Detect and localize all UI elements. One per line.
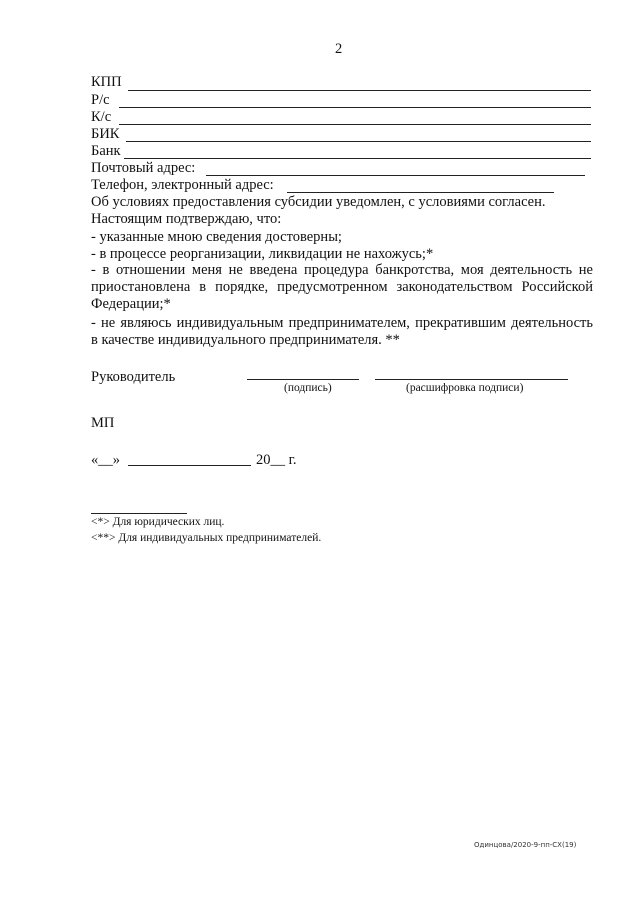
field-line-kpp (128, 90, 591, 91)
field-label-phone: Телефон, электронный адрес: (91, 177, 274, 193)
signature-caption: (подпись) (284, 382, 332, 394)
confirm-item-4: - не являюсь индивидуальным предпринимателем, прекратившим деятельность в качестве индивидуального предпринимателя. ** (91, 315, 593, 348)
stamp-place-label: МП (91, 415, 115, 431)
signature-decode-caption: (расшифровка подписи) (406, 382, 524, 394)
field-label-bank: Банк (91, 143, 121, 159)
field-label-rs: Р/с (91, 92, 110, 108)
footnote-rule (91, 513, 187, 514)
confirm-item-3: - в отношении меня не введена процедура банкротства, моя деятельность не приостановлена в порядке, предусмотренном законодательством Российской Федерации;* (91, 262, 593, 312)
date-year: 20__ г. (256, 452, 297, 468)
field-label-kpp: КПП (91, 74, 122, 90)
page-number: 2 (335, 41, 343, 57)
confirm-item-2: - в процессе реорганизации, ликвидации не нахожусь;* (91, 246, 434, 262)
field-label-bik: БИК (91, 126, 120, 142)
confirm-item-1: - указанные мною сведения достоверны; (91, 229, 342, 245)
document-stamp: Одинцова/2020-9-пп-СХ(19) (474, 841, 577, 849)
field-line-rs (119, 107, 591, 108)
date-day: «__» (91, 452, 120, 468)
field-label-postal: Почтовый адрес: (91, 160, 196, 176)
date-month-line (128, 465, 251, 466)
field-label-ks: К/с (91, 109, 112, 125)
signature-head-label: Руководитель (91, 369, 176, 385)
confirm-statement: Настоящим подтверждаю, что: (91, 211, 282, 227)
conditions-statement: Об условиях предоставления субсидии уведомлен, с условиями согласен. (91, 194, 546, 210)
signature-line (247, 379, 359, 380)
footnote-2: <**> Для индивидуальных предпринимателей. (91, 532, 322, 544)
footnote-1: <*> Для юридических лиц. (91, 516, 225, 528)
field-line-bik (126, 141, 591, 142)
signature-decode-line (375, 379, 568, 380)
field-line-ks (119, 124, 591, 125)
